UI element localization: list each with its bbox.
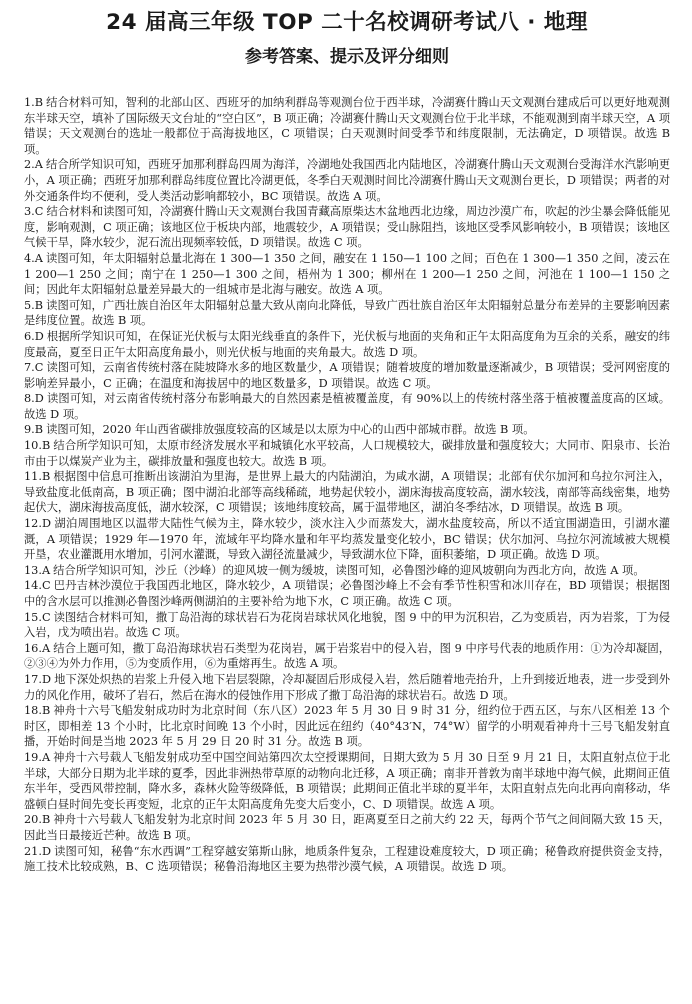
answer-item bbox=[24, 703, 670, 750]
answer-number: 11.B bbox=[24, 470, 51, 484]
answer-number: 18.B bbox=[24, 704, 51, 718]
answer-explanation: 读图可知，年太阳辐射总量北海在 1 300—1 350 之间，融安在 1 150—1 100 之间；百色在 1 300—1 350 之间，凌云在 1 200—1 250 之间；南宁在 1 250—1 300 之间，梧州为 1 300；柳州在 1 200—1 250 之间，河池在 1 100—1 150 之间；因此年太阳辐射总量差异最大的一组城市是北海与融安。故选 A 项。 bbox=[24, 251, 670, 297]
answer-number: 3.C bbox=[24, 205, 44, 219]
document-title: 24 届高三年级 TOP 二十名校调研考试八 · 地理 bbox=[106, 10, 588, 35]
answer-explanation: 结合所学知识可知，西班牙加那利群岛四周为海洋，冷湖地处我国西北内陆地区，冷湖赛什腾山天文观测台受海洋水汽影响更小，A 项正确；西班牙加那利群岛纬度位置比冷湖更低，冬季白天观测时间比冷湖赛什腾山天文观测台更长，D 项错误；两者的对外交通条件均不便利，受人类活动影响都较小，BC 项错误。故选 A 项。 bbox=[24, 158, 670, 203]
answer-number: 10.B bbox=[24, 439, 51, 453]
answer-item bbox=[24, 812, 670, 843]
answer-list bbox=[24, 95, 670, 875]
answer-item bbox=[24, 298, 670, 329]
answer-explanation: 根据图中信息可推断出该湖泊为里海，是世界上最大的内陆湖泊，为咸水湖，A 项错误；北部有伏尔加河和乌拉尔河注入，导致盐度北低南高，B 项正确；图中湖泊北部等高线稀疏，地势起伏较小，湖床海拔高度较高，湖水较浅，南部等高线密集，地势起伏大，湖床海拔高度低，湖水较深，C 项错误；该地纬度较高，属于温带地区，湖泊冬季结冰，D 项错误。故选 B 项。 bbox=[24, 470, 670, 515]
answer-number: 13.A bbox=[24, 563, 51, 577]
answer-explanation: 神舟十六号载人飞船发射成功至中国空间站第四次太空授课期间，日期大致为 5 月 30 日至 9 月 21 日，太阳直射点位于北半球，大部分日期为北半球的夏季，因此非洲热带草原的动物向北迁移，A 项正确；南非开普敦为南半球地中海气候，此期间正值东半年，受西风带控制，降水多，森林火险等级降低，B 项错误；此期间正值北半球的夏半年，太阳直射点先向北再向南移动，华盛顿白昼时间先变长再变短，北京的正午太阳高度角先变大后变小，C、D 项错误。故选 A 项。 bbox=[24, 750, 670, 811]
answer-item bbox=[24, 641, 670, 672]
answer-explanation: 结合所学知识可知，沙丘（沙峰）的迎风坡一侧为缓坡，读图可知，必鲁图沙峰的迎风坡朝向为西北方向，故选 A 项。 bbox=[53, 563, 645, 577]
answer-explanation: 读图可知，云南省传统村落在陡坡降水多的地区数量少，A 项错误；随着坡度的增加数量逐渐减少，B 项错误；受河网密度的影响差异最小，C 正确；在温度和海拔居中的地区数量多，D 项错误。故选 C 项。 bbox=[24, 361, 670, 390]
answer-item bbox=[24, 610, 670, 641]
answer-explanation: 读图可知，对云南省传统村落分布影响最大的自然因素是植被覆盖度，有 90%以上的传统村落坐落于植被覆盖度高的区域。故选 D 项。 bbox=[24, 392, 670, 421]
answer-item bbox=[24, 516, 670, 563]
answer-number: 17.D bbox=[24, 672, 52, 686]
answer-explanation: 读图可知，秘鲁“东水西调”工程穿越安第斯山脉，地质条件复杂，工程建设难度较大，D 项正确；秘鲁政府提供资金支持，施工技术比较成熟，B、C 选项错误；秘鲁沿海地区主要为热带沙漠气候，A 项错误。故选 D 项。 bbox=[24, 844, 670, 874]
answer-explanation: 根据所学知识可知，在保证光伏板与太阳光线垂直的条件下，光伏板与地面的夹角和正午太阳高度角为互余的关系，融安的纬度最高，夏至日正午太阳高度角最小，则光伏板与地面的夹角最大。故选 D 项。 bbox=[24, 329, 670, 359]
answer-item bbox=[24, 844, 670, 875]
answer-item bbox=[24, 672, 670, 703]
answer-number: 20.B bbox=[24, 813, 51, 827]
answer-number: 15.C bbox=[24, 610, 51, 624]
answer-item bbox=[24, 578, 670, 609]
document-subtitle: 参考答案、提示及评分细则 bbox=[245, 47, 449, 67]
answer-explanation: 结合材料可知，智利的北部山区、西班牙的加纳利群岛等观测台位于西半球，冷湖赛什腾山天文观测台建成后可以更好地观测东半球天空，填补了国际级天文台址的“空白区”，B 项正确；冷湖赛什腾山天文观测台位于北半球，不能观测到南半球天空，A 项错误；天文观测台的选址一般都位于高海拔地区，C 项错误；白天观测时间受季节和纬度限制，无法确定，D 项错误。故选 B 项。 bbox=[24, 96, 670, 156]
answer-item bbox=[24, 438, 670, 469]
answer-item bbox=[24, 95, 670, 157]
answer-number: 14.C bbox=[24, 579, 51, 593]
answer-number: 1.B bbox=[24, 96, 44, 109]
answer-number: 21.D bbox=[24, 844, 52, 858]
answer-explanation: 结合所学知识可知，太原市经济发展水平和城镇化水平较高，人口规模较大，碳排放量和强度较大；大同市、阳泉市、长治市由于以煤炭产业为主，碳排放量和强度也较大。故选 B 项。 bbox=[24, 439, 670, 468]
answer-number: 6.D bbox=[24, 329, 44, 343]
answer-explanation: 读图可知，2020 年山西省碳排放强度较高的区域是以太原为中心的山西中部城市群。故选 B 项。 bbox=[46, 423, 535, 437]
answer-item bbox=[24, 360, 670, 391]
answer-number: 7.C bbox=[24, 361, 44, 375]
answer-number: 16.A bbox=[24, 641, 51, 655]
answer-number: 4.A bbox=[24, 251, 43, 265]
answer-number: 2.A bbox=[24, 158, 43, 172]
answer-explanation: 读图可知，广西壮族自治区年太阳辐射总量大致从南向北降低，导致广西壮族自治区年太阳辐射总量分布差异的主要影响因素是纬度位置。故选 B 项。 bbox=[24, 298, 670, 328]
answer-item bbox=[24, 157, 670, 204]
answer-item bbox=[24, 750, 670, 812]
answer-number: 5.B bbox=[24, 298, 44, 312]
answer-explanation: 巴丹吉林沙漠位于我国西北地区，降水较少，A 项错误；必鲁图沙峰上不会有季节性积雪和冰川存在，BD 项错误；根据图中的含水层可以推测必鲁图沙峰两侧湖泊的主要补给为地下水，C 项正确。故选 C 项。 bbox=[24, 579, 670, 608]
answer-item bbox=[24, 329, 670, 360]
answer-explanation: 读图结合材料可知，撒丁岛沿海的球状岩石为花岗岩球状风化地貌，图 9 中的甲为沉积岩，乙为变质岩，丙为岩浆，丁为侵入岩，戊为喷出岩。故选 C 项。 bbox=[24, 610, 670, 640]
answer-explanation: 神舟十六号载人飞船发射为北京时间 2023 年 5 月 30 日，距离夏至日之前大约 22 天，每两个节气之间间隔大致 15 天，因此当日最接近芒种。故选 B 项。 bbox=[24, 813, 670, 842]
answer-item bbox=[24, 204, 670, 251]
answer-number: 8.D bbox=[24, 392, 44, 406]
answer-explanation: 神舟十六号飞船发射成功时为北京时间（东八区）2023 年 5 月 30 日 9 时 31 分，纽约位于西五区，与东八区相差 13 个时区，即相差 13 个小时，比北京时间晚 13 个小时，因此远在纽约（40°43′N，74°W）留学的小明观看神舟十三号飞船发射直播，开始时间是当地 2023 年 5 月 29 日 20 时 31 分。故选 B 项。 bbox=[24, 704, 670, 749]
answer-explanation: 地下深处炽热的岩浆上升侵入地下岩层裂隙，冷却凝固后形成侵入岩，然后随着地壳抬升，上升到接近地表，进一步受到外力的风化作用，破坏了岩石，然后在海水的侵蚀作用下形成了撒丁岛沿海的球状岩石。故选 D 项。 bbox=[24, 672, 670, 702]
answer-number: 19.A bbox=[24, 750, 51, 764]
answer-item bbox=[24, 563, 670, 579]
answer-explanation: 结合材料和读图可知，冷湖赛什腾山天文观测台我国青藏高原柴达木盆地西北边缘，周边沙漠广布，吹起的沙尘暴会降低能见度，影响观测，C 项正确；该地区位于板块内部，地震较少，A 项错误；受山脉阻挡，该地区受季风影响较小，B 项错误；该地区气候干旱，降水较少，泥石流出现频率较低，D 项错误。故选 C 项。 bbox=[24, 205, 670, 250]
answer-number: 9.B bbox=[24, 423, 44, 437]
answer-item bbox=[24, 251, 670, 298]
answer-explanation: 结合上题可知，撒丁岛沿海球状岩石类型为花岗岩，属于岩浆岩中的侵入岩，图 9 中序号代表的地质作用：①为冷却凝固，②③④为外力作用，⑤为变质作用，⑥为重熔再生。故选 A 项。 bbox=[24, 641, 670, 671]
answer-explanation: 湖泊周围地区以温带大陆性气候为主，降水较少，淡水注入少而蒸发大，湖水盐度较高，所以不适宜围湖造田，引湖水灌溉，A 项错误；1929 年—1970 年，流域年平均降水量和年平均蒸发量变化较小，BC 错误；伏尔加河、乌拉尔河流域被大规模开垦，农业灌溉用水增加，引河水灌溉，导致入湖径流量减少，导致湖水位下降，面积萎缩，D 项正确。故选 D 项。 bbox=[24, 517, 670, 562]
answer-item bbox=[24, 422, 670, 438]
answer-number: 12.D bbox=[24, 517, 52, 531]
answer-item bbox=[24, 391, 670, 422]
answer-item bbox=[24, 469, 670, 516]
